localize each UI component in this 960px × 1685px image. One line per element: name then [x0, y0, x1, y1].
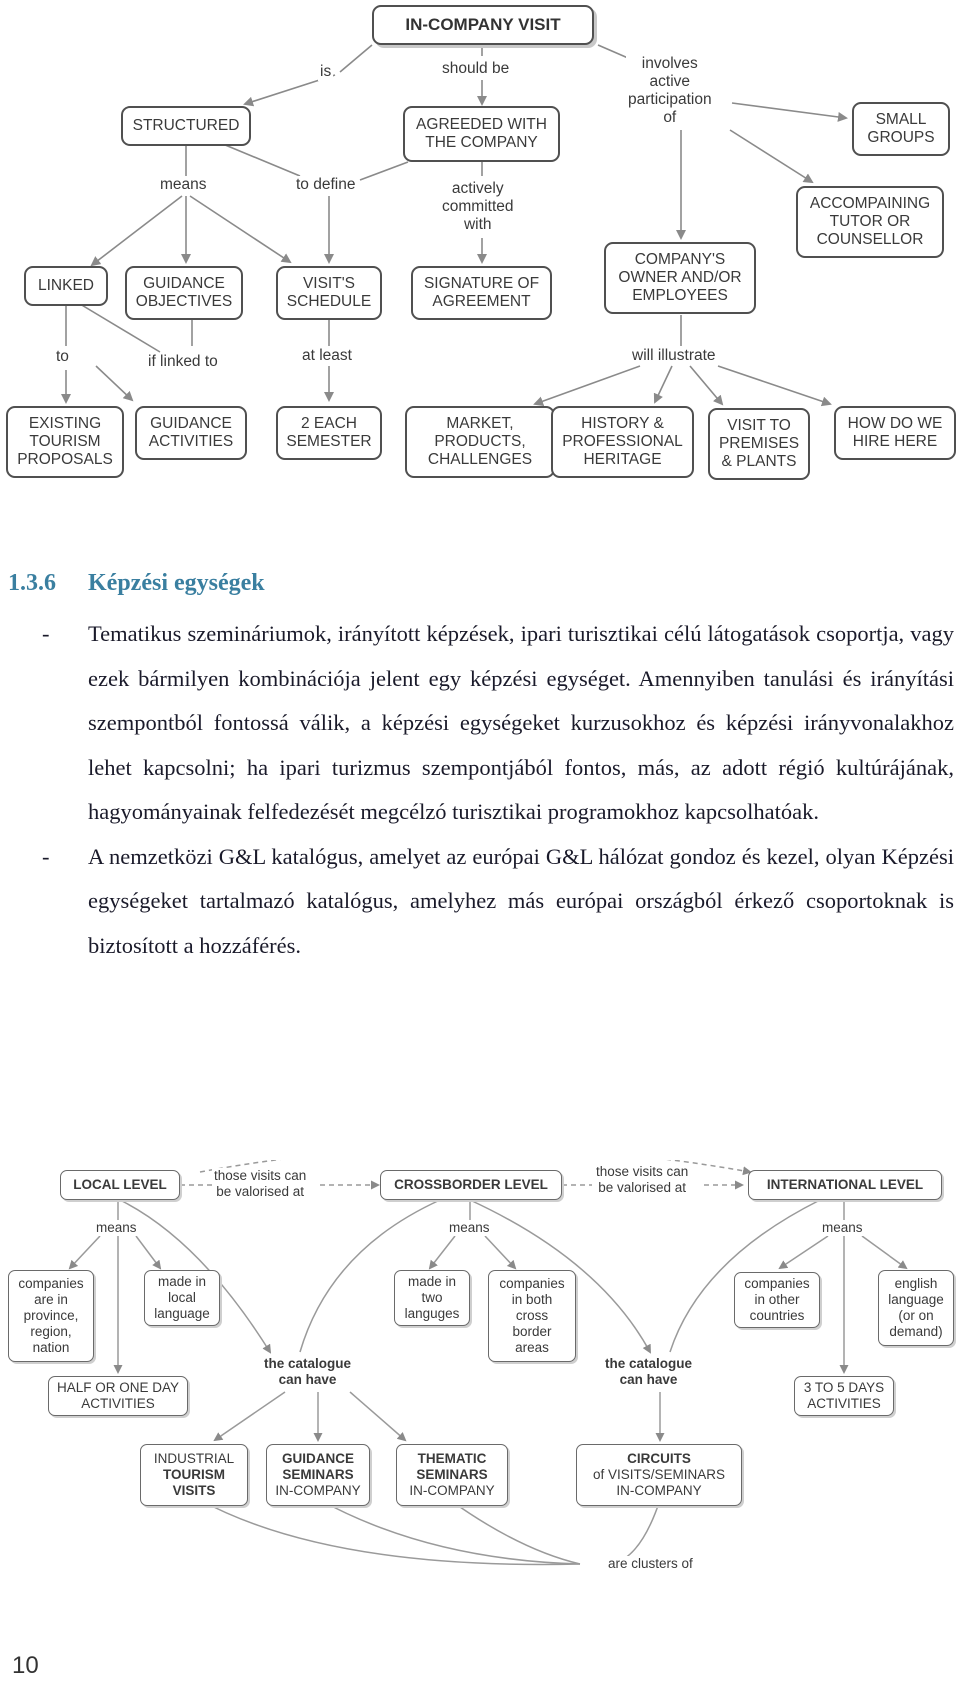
link-label-catalogue-can-have: the catalogue can have — [605, 1356, 693, 1387]
concept-node-made-two: made in two languges — [394, 1270, 470, 1326]
link-label-should-be: should be — [442, 60, 510, 77]
in-company-visit-concept-map — [0, 0, 960, 500]
concept-node-how-hire: HOW DO WE HIRE HERE — [834, 406, 956, 460]
section-heading — [8, 570, 265, 597]
concept-node-three-five-days: 3 TO 5 DAYS ACTIVITIES — [794, 1376, 894, 1416]
link-label-is: is — [320, 63, 332, 80]
concept-node-international-level: INTERNATIONAL LEVEL — [748, 1170, 942, 1200]
concept-node-visit-premises: VISIT TO PREMISES & PLANTS — [708, 408, 810, 480]
concept-node-visits-schedule: VISIT'S SCHEDULE — [276, 266, 382, 320]
bullet-text: A nemzetközi G&L katalógus, amelyet az európai G&L hálózat gondoz és kezel, olyan Képzési egységeket tartalmazó katalógus, amelyhez más európai országból érkező csoportoknak is biztosított a hozzáférés. — [88, 843, 954, 958]
concept-node-agreeded: AGREEDED WITH THE COMPANY — [403, 106, 560, 162]
link-label-means: means — [96, 1220, 137, 1235]
concept-node-thematic-seminars — [396, 1444, 508, 1506]
concept-node-structured: STRUCTURED — [121, 106, 251, 146]
concept-node-guidance-objectives: GUIDANCE OBJECTIVES — [125, 266, 243, 320]
link-label-valorised-2: those visits can be valorised at — [596, 1164, 689, 1195]
concept-node-companies-other: companies in other countries — [734, 1272, 820, 1328]
link-label-valorised-1: those visits can be valorised at — [214, 1168, 307, 1199]
concept-node-english-language: english language (or on demand) — [878, 1270, 954, 1346]
link-label-will-illustrate: will illustrate — [632, 347, 716, 364]
node-text: INDUSTRIAL — [153, 1451, 235, 1466]
link-label-to-define: to define — [296, 176, 356, 193]
section-title: Képzési egységek — [88, 570, 265, 596]
node-text: IN-COMPANY — [409, 1483, 495, 1498]
link-label-at-least: at least — [302, 347, 352, 364]
link-label-involves-participation: involves active participation of — [628, 55, 712, 126]
link-label-catalogue-can-have: the catalogue can have — [264, 1356, 352, 1387]
link-label-means: means — [822, 1220, 863, 1235]
link-label-actively-committed: actively committed with — [442, 180, 514, 233]
node-text: of VISITS/SEMINARS IN-COMPANY — [592, 1467, 726, 1498]
concept-node-in-company-visit: IN-COMPANY VISIT — [372, 5, 594, 45]
bullet-text: Tematikus szemináriumok, irányított képzések, ipari turisztikai célú látogatások csoportja, vagy ezek bármilyen kombinációja jelent egy képzési egységet. Amennyiben tanulási és irányítási szempontból fontossá válik, a képzési egységeket kurzusokhoz és képzési irányvonalakhoz lehet kapcsolni; ha ipari turizmus szempontjából fontos, más, az adott régió kultúrájának, hagyományainak felfedezését megcélzó turisztikai programokhoz kapcsolhatóak. — [88, 621, 954, 824]
section-number: 1.3.6 — [8, 570, 56, 596]
concept-node-companies-province: companies are in province, region, nation — [8, 1270, 94, 1362]
concept-node-guidance-seminars — [266, 1444, 370, 1506]
concept-node-half-day: HALF OR ONE DAY ACTIVITIES — [48, 1376, 188, 1416]
concept-node-made-local: made in local language — [144, 1270, 220, 1326]
concept-node-local-level: LOCAL LEVEL — [60, 1170, 180, 1200]
concept-node-circuits — [576, 1444, 742, 1506]
concept-node-guidance-activities: GUIDANCE ACTIVITIES — [135, 406, 247, 460]
concept-node-company-owner: COMPANY'S OWNER AND/OR EMPLOYEES — [604, 242, 756, 314]
node-text-bold: TOURISM VISITS — [162, 1467, 225, 1498]
concept-node-crossborder-level: CROSSBORDER LEVEL — [380, 1170, 562, 1200]
concept-node-signature-agreement: SIGNATURE OF AGREEMENT — [411, 266, 552, 320]
node-text-bold: THEMATIC SEMINARS — [416, 1451, 488, 1482]
bullet-dash: - — [42, 621, 50, 646]
catalogue-levels-concept-map — [0, 1160, 960, 1600]
link-label-means: means — [449, 1220, 490, 1235]
link-label-are-clusters-of: are clusters of — [608, 1556, 693, 1571]
node-text-bold: GUIDANCE SEMINARS — [281, 1451, 354, 1482]
concept-node-two-each-semester: 2 EACH SEMESTER — [276, 406, 382, 460]
bullet-item — [42, 835, 954, 969]
concept-node-industrial-tourism — [140, 1444, 248, 1506]
link-label-to: to — [56, 348, 69, 365]
link-label-if-linked-to: if linked to — [148, 353, 218, 370]
bullet-item — [42, 612, 954, 835]
concept-node-companies-cross: companies in both cross border areas — [488, 1270, 576, 1362]
concept-node-market: MARKET, PRODUCTS, CHALLENGES — [405, 406, 555, 478]
link-label-means: means — [160, 176, 207, 193]
concept-node-accompaining-tutor: ACCOMPAINING TUTOR OR COUNSELLOR — [796, 186, 944, 258]
node-text-bold: CIRCUITS — [627, 1451, 691, 1466]
bullet-dash: - — [42, 843, 50, 869]
node-text: IN-COMPANY — [275, 1483, 361, 1498]
page-number: 10 — [12, 1652, 39, 1679]
bullet-list — [42, 612, 954, 968]
concept-node-history: HISTORY & PROFESSIONAL HERITAGE — [551, 406, 694, 478]
concept-node-linked: LINKED — [24, 266, 108, 306]
concept-node-small-groups: SMALL GROUPS — [852, 102, 950, 156]
concept-node-existing-tourism: EXISTING TOURISM PROPOSALS — [6, 406, 124, 478]
